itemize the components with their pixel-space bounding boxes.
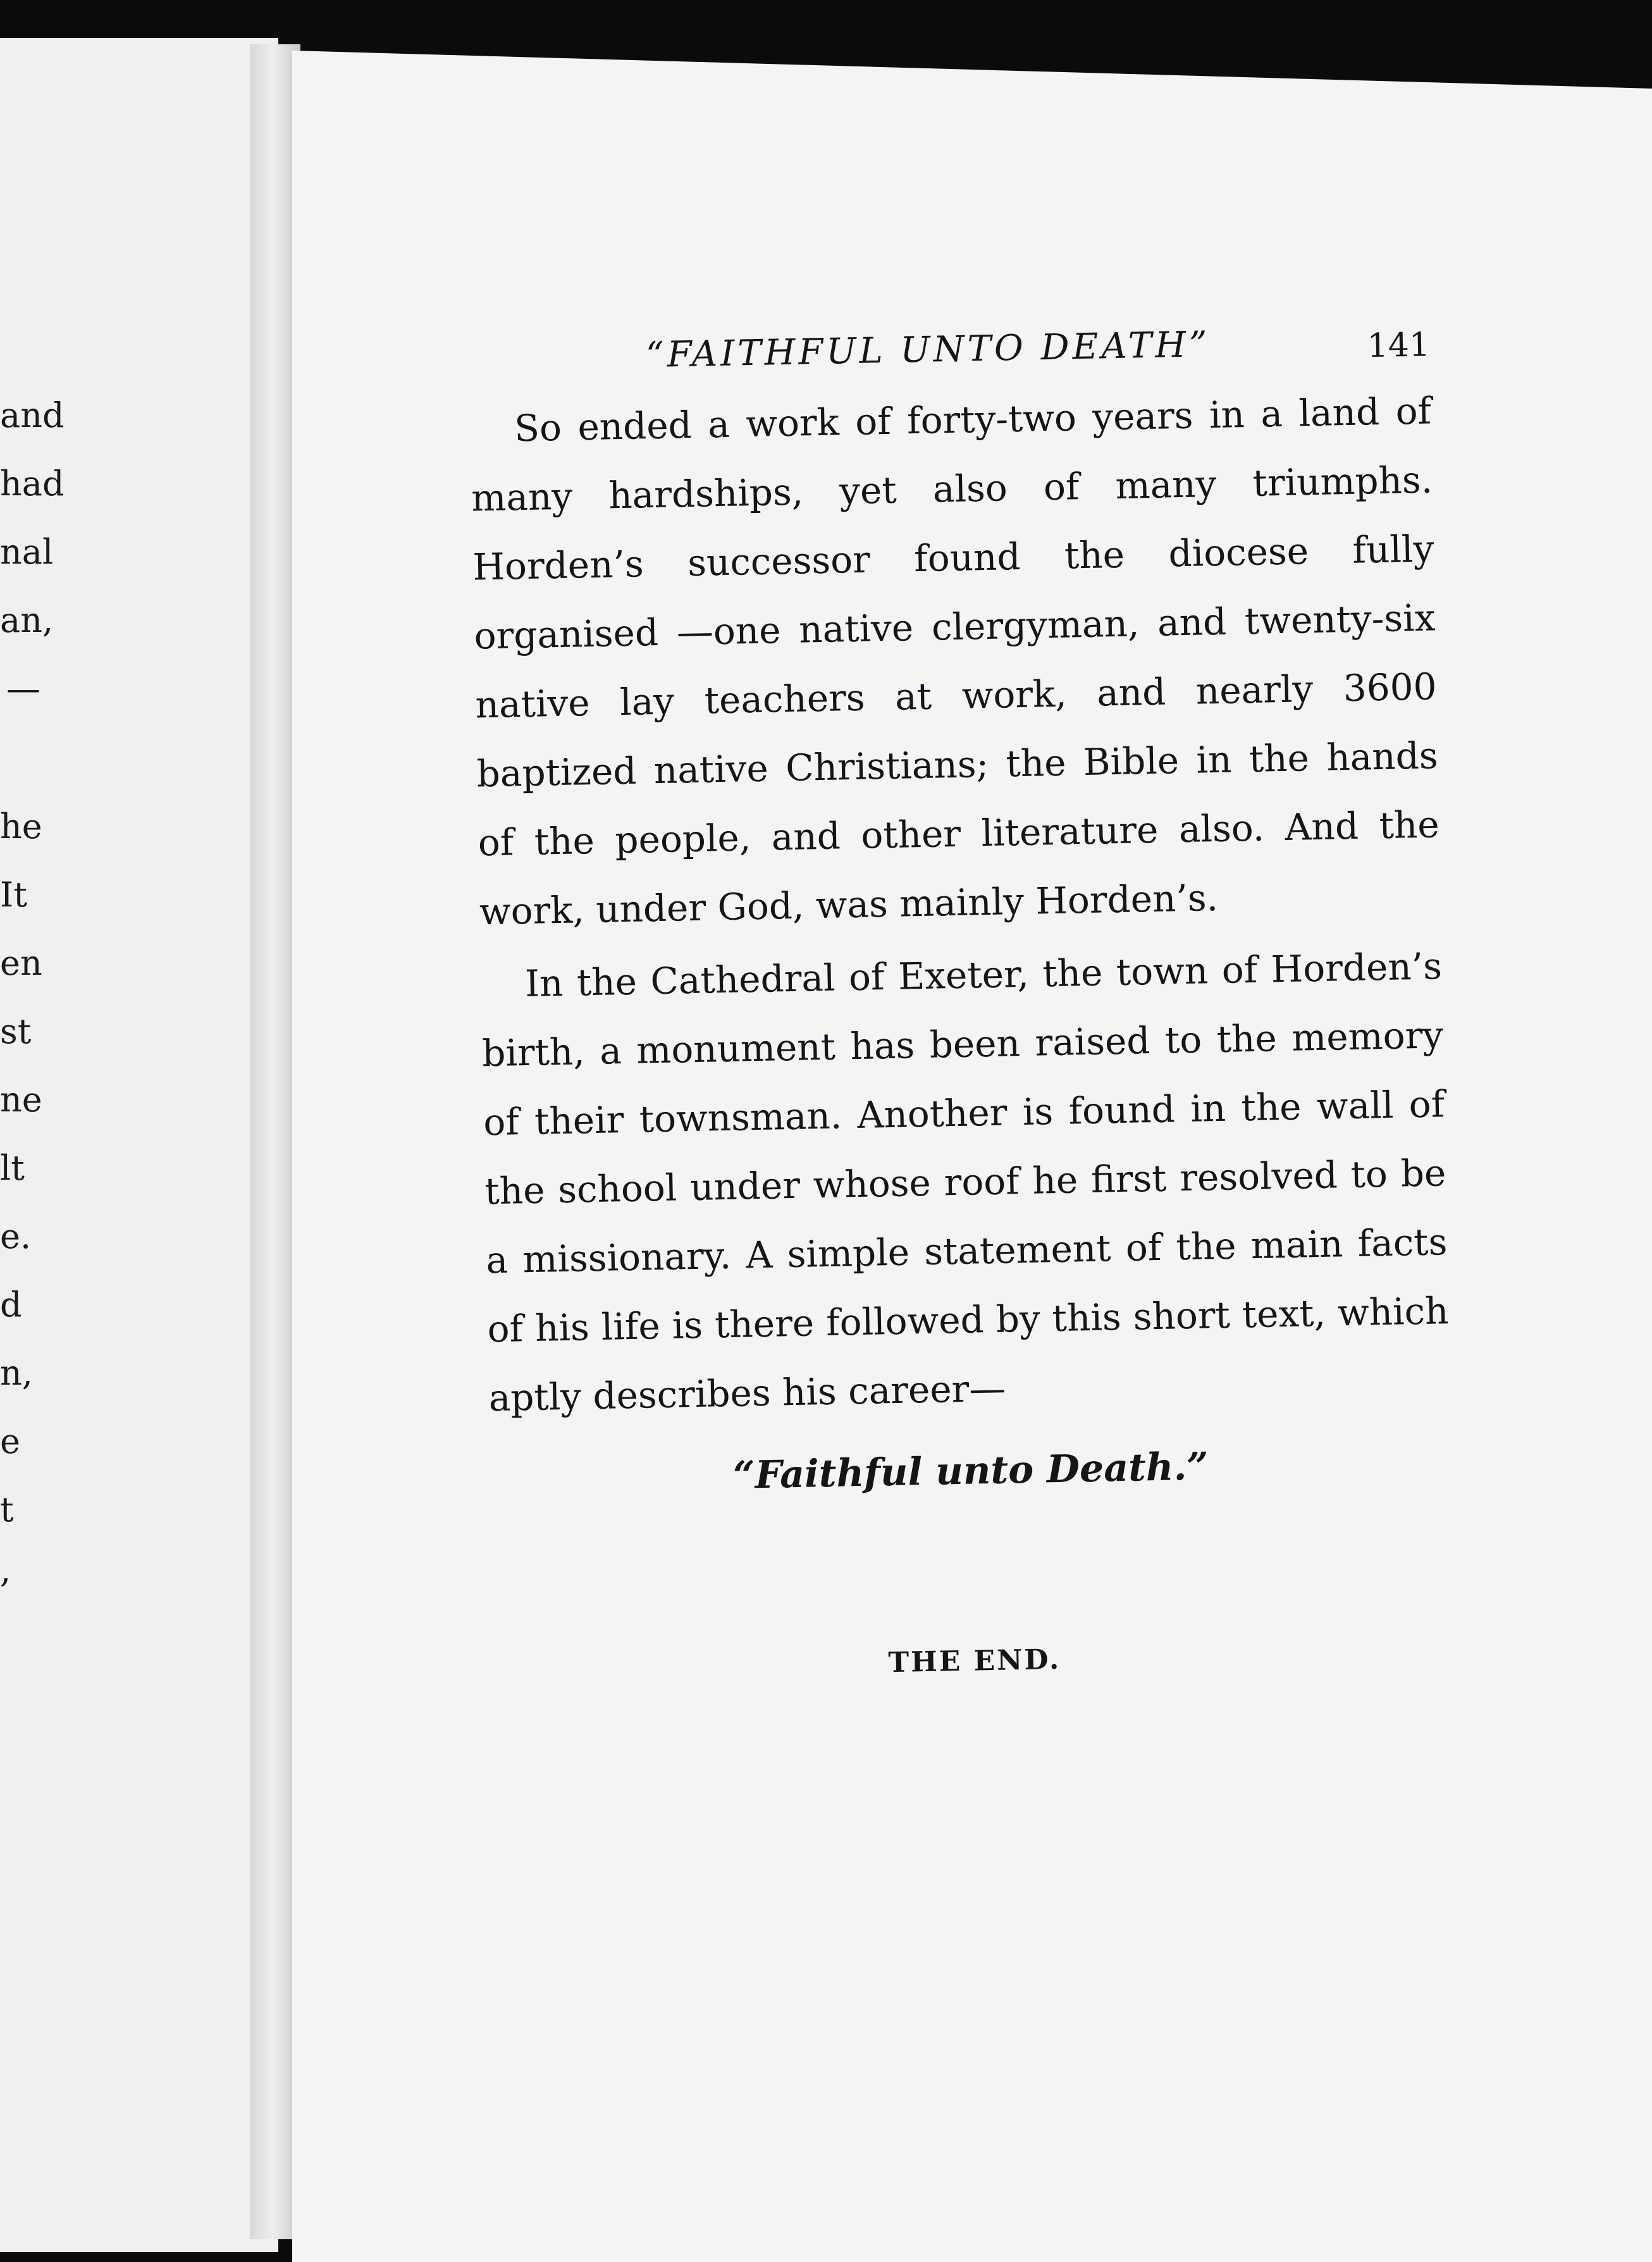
left-page-fragment: an, [0, 600, 54, 640]
left-page-fragment: d [0, 1285, 22, 1325]
left-page [0, 38, 278, 2252]
left-page-fragment: e. [0, 1216, 32, 1256]
left-page-fragment: en [0, 943, 42, 983]
page-number: 141 [1367, 326, 1431, 366]
left-page-fragment: e [0, 1421, 20, 1461]
the-end: THE END. [887, 1643, 1061, 1679]
left-page-fragment: had [0, 464, 65, 504]
left-page-fragment: ne [0, 1080, 42, 1120]
left-page-fragment: st [0, 1011, 32, 1051]
left-page-fragment: lt [0, 1148, 25, 1188]
motto: “Faithful unto Death.” [732, 1444, 1209, 1498]
left-page-fragment: — [6, 669, 40, 708]
left-page-fragment: n, [0, 1353, 33, 1393]
paragraph: So ended a work of forty-two years in a land of many hardships, yet also of many triumphs. Horden’s successor found the diocese fully organised —one native clergyman, and twenty-six native lay teachers at work, and nearly 3600 baptized native Christians; the Bible in the hands of the people, and other literature also. And the work, under God, was mainly Horden’s. [471, 389, 1440, 934]
running-title: “FAITHFUL UNTO DEATH” [645, 324, 1211, 376]
left-page-fragment: he [0, 807, 42, 846]
paragraph: In the Cathedral of Exeter, the town of Horden’s birth, a monument has been raised to the memory of their townsman. Another is found in the wall of the school under whose roof he first resolved to be a missionary. A simple statement of the main facts of his life is there followed by this short text, which aptly describes his career— [481, 944, 1449, 1420]
left-page-fragment: t [0, 1490, 14, 1530]
left-page-fragment: It [0, 875, 28, 915]
left-page-fragment: , [0, 1550, 11, 1590]
left-page-fragment: and [0, 395, 65, 435]
left-page-fragment: nal [0, 532, 54, 572]
page-content [468, 307, 1456, 1717]
